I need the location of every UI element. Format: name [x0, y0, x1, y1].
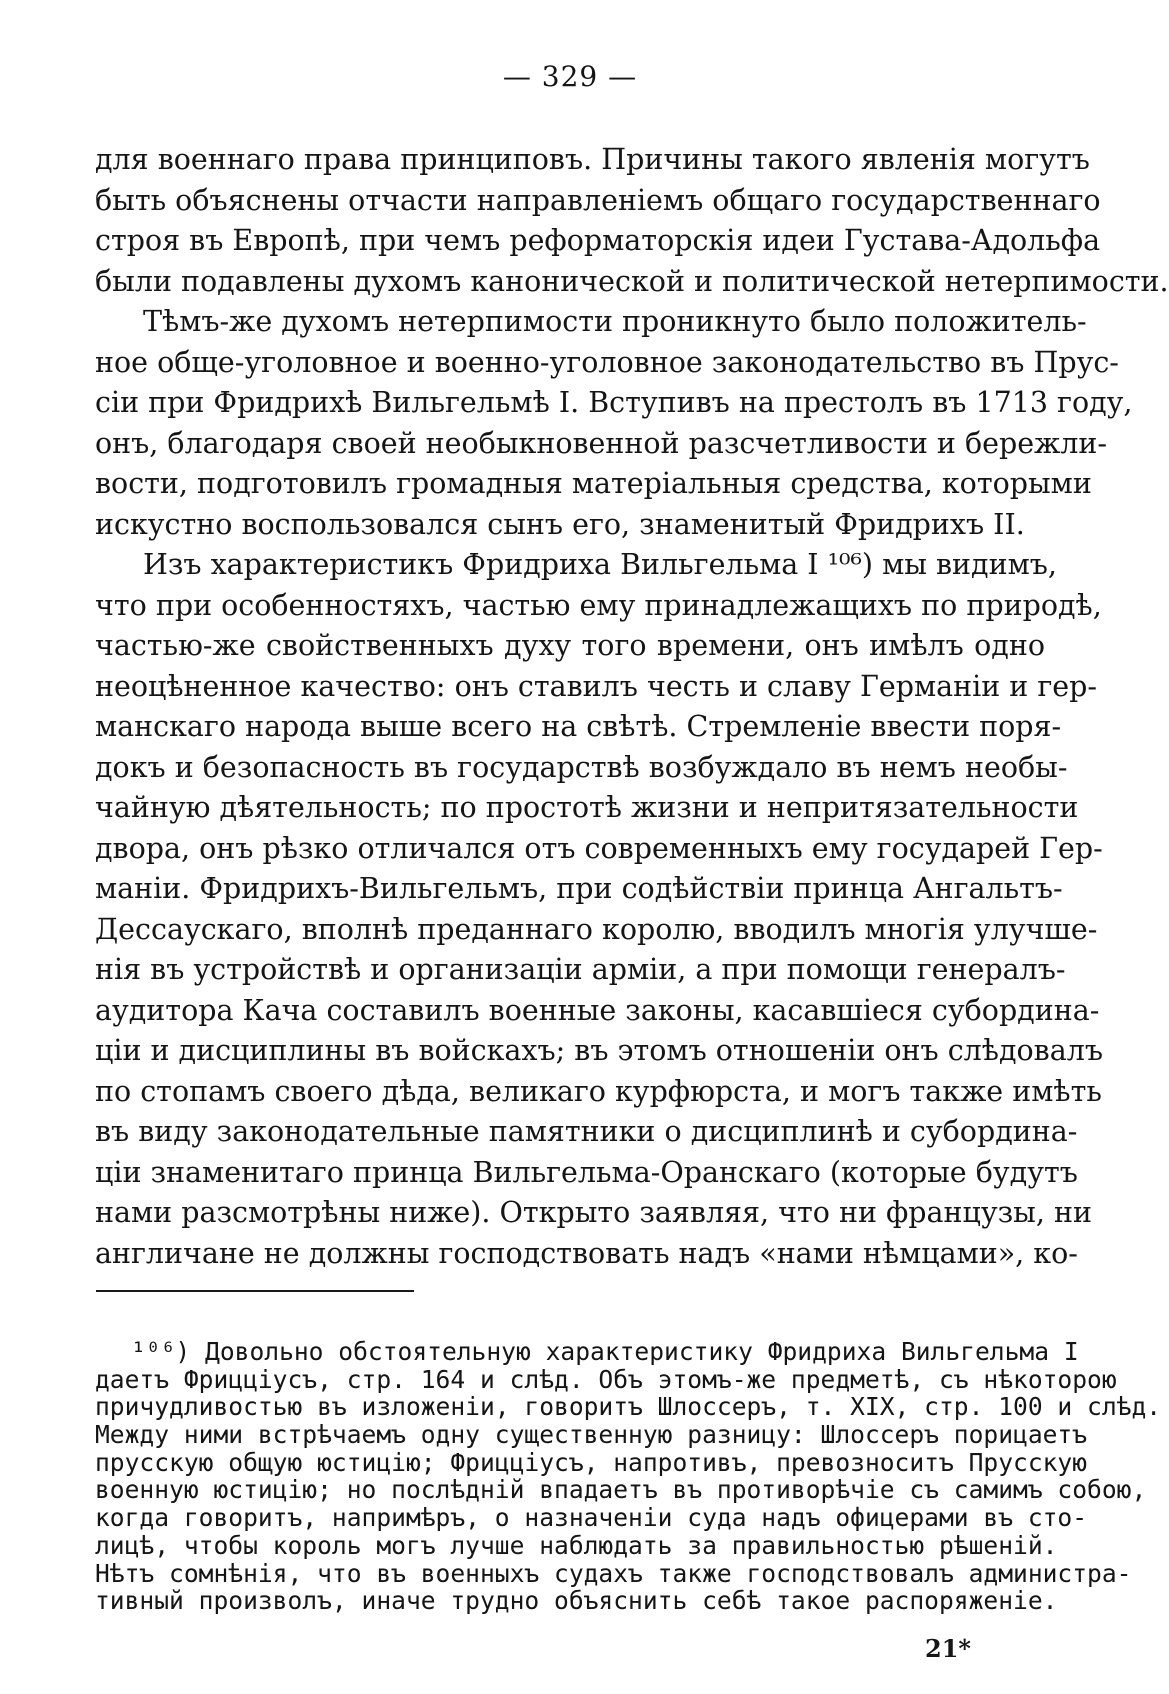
text-line: въ виду законодательные памятники о дисциплинѣ и субордина- [95, 1115, 1078, 1148]
footnote-block [95, 1337, 1162, 1616]
text-line: ное обще-уголовное и военно-уголовное законодательство въ Прус- [95, 345, 1119, 379]
text-line: что при особенностяхъ, частью ему принадлежащихъ по природѣ, [95, 588, 1102, 622]
text-line: Тѣмъ-же духомъ нетерпимости проникнуто было положитель- [143, 305, 1087, 338]
text-line: по стопамъ своего дѣда, великаго курфюрста, и могъ также имѣть [95, 1074, 1102, 1108]
page-number: — 329 — [502, 60, 638, 93]
text-line: Дессаускаго, вполнѣ преданнаго королю, вводилъ многія улучше- [95, 912, 1098, 946]
text-line: манскаго народа выше всего на свѣтѣ. Стремленіе ввести поря- [95, 710, 1062, 743]
text-line: чайную дѣятельность; по простотѣ жизни и непритязательности [95, 791, 1079, 824]
text-line: строя въ Европѣ, при чемъ реформаторскія идеи Густава-Адольфа [95, 224, 1101, 257]
footnote-line: причудливостью въ изложеніи, говоритъ Шлоссеръ, т. XIX, стр. 100 и слѣд. [95, 1392, 1162, 1422]
footnote-line: Между ними встрѣчаемъ одну существенную разницу: Шлоссеръ порицаетъ [95, 1420, 1088, 1450]
text-line: ціи и дисциплины въ войскахъ; въ этомъ отношеніи онъ слѣдовалъ [95, 1034, 1103, 1067]
footnote-line: когда говоритъ, напримѣръ, о назначеніи суда надъ офицерами въ сто- [95, 1503, 1088, 1533]
footnote-line: лицѣ, чтобы король могъ лучше наблюдать за правильностью рѣшеній. [95, 1530, 1058, 1560]
text-line: быть объяснены отчасти направленіемъ общаго государственнаго [95, 183, 1101, 217]
text-line: частью-же свойственныхъ духу того времени, онъ имѣлъ одно [95, 629, 1045, 662]
text-line: докъ и безопасность въ государствѣ возбуждало въ немъ необы- [95, 750, 1068, 784]
text-line: онъ, благодаря своей необыкновенной разсчетливости и бережли- [95, 426, 1108, 460]
text-line: вости, подготовилъ громадныя матеріальныя средства, которыми [95, 467, 1092, 500]
text-line: Изъ характеристикъ Фридриха Вильгельма I ¹⁰⁶) мы видимъ, [143, 548, 1057, 581]
footnote-line: ¹⁰⁶) Довольно обстоятельную характеристику Фридриха Вильгельма I [131, 1337, 1079, 1366]
text-line: неоцѣненное качество: онъ ставилъ честь и славу Германіи и гер- [95, 669, 1098, 703]
text-line: для военнаго права принциповъ. Причины такого явленія могутъ [95, 143, 1090, 176]
footnote-line: прусскую общую юстицію; Фрицціусъ, напротивъ, превозноситъ Прусскую [95, 1447, 1088, 1477]
footnote-line: военную юстицію; но послѣдній впадаетъ въ противорѣчіе съ самимъ собою, [95, 1475, 1147, 1505]
text-line: маніи. Фридрихъ-Вильгельмъ, при содѣйствіи принца Ангальтъ- [95, 872, 1063, 905]
main-text [95, 140, 1169, 1274]
text-line: были подавлены духомъ канонической и политической нетерпимости. [95, 264, 1169, 298]
footnote-separator [96, 1290, 414, 1292]
text-line: аудитора Кача составилъ военные законы, касавшіеся субордина- [95, 993, 1100, 1027]
text-line: двора, онъ рѣзко отличался отъ современныхъ ему государей Гер- [95, 831, 1103, 865]
text-line: сіи при Фридрихѣ Вильгельмѣ I. Вступивъ на престолъ въ 1713 году, [95, 386, 1133, 419]
text-line: ціи знаменитаго принца Вильгельма-Оранскаго (которые будутъ [95, 1155, 1078, 1189]
text-line: искустно воспользовался сынъ его, знаменитый Фридрихъ II. [95, 507, 1025, 541]
footnote-line: Нѣтъ сомнѣнія, что въ военныхъ судахъ также господствовалъ администра- [95, 1558, 1132, 1588]
text-line: англичане не должны господствовать надъ «нами нѣмцами», ко- [95, 1236, 1078, 1270]
footnote-line: тивный произволъ, иначе трудно объяснить себѣ такое распоряженіе. [95, 1586, 1058, 1616]
text-line: нія въ устройствѣ и организаціи арміи, а при помощи генералъ- [95, 953, 1066, 986]
printer-signature-mark: 21* [925, 1634, 971, 1663]
footnote-line: даетъ Фрицціусъ, стр. 164 и слѣд. Объ этомъ-же предметѣ, съ нѣкоторою [95, 1364, 1117, 1394]
text-line: нами разсмотрѣны ниже). Открыто заявляя, что ни французы, ни [95, 1196, 1092, 1229]
